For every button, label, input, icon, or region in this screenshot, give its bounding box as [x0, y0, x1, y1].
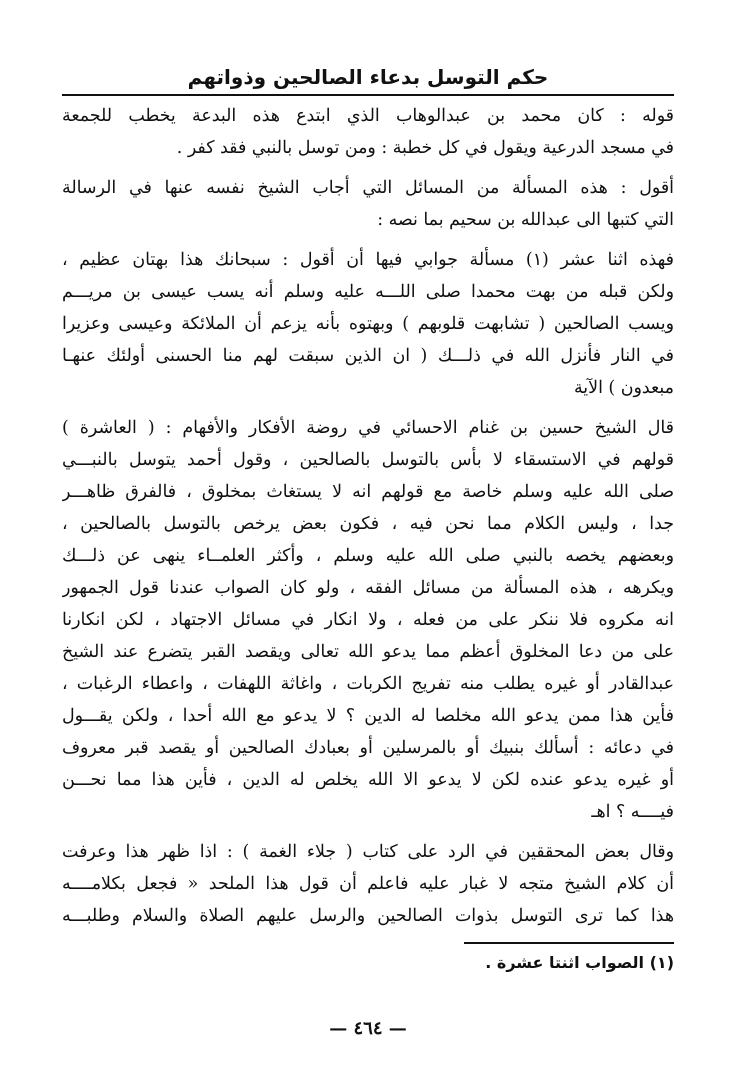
text-line: أن كلام الشيخ متجه لا غبار عليه فاعلم أن قول هذا الملحد « فجعل بكلامــــه: [62, 874, 674, 894]
text-line: قال الشيخ حسين بن غنام الاحسائي في روضة الأفكار والأفهام : ( العاشرة ): [62, 418, 674, 438]
body-text: [62, 100, 674, 932]
text-line: أقول : هذه المسألة من المسائل التي أجاب الشيخ نفسه عنها في الرسالة: [62, 178, 674, 198]
paragraph-2: [62, 172, 674, 236]
paragraph-3: [62, 244, 674, 404]
paragraph-5: [62, 836, 674, 932]
text-line: ولكن قبله من بهت محمدا صلى اللـــه عليه وسلم أنه يسب عيسى بن مريـــم: [62, 282, 674, 302]
text-line: قولهم في الاستسقاء لا بأس بالتوسل بالصالحين ، وقول أحمد يتوسل بالنبـــي: [62, 450, 674, 470]
text-line: ويكرهه ، هذه المسألة من مسائل الفقه ، ولو كان الصواب عندنا قول الجمهور: [62, 578, 674, 598]
text-line: التي كتبها الى عبدالله بن سحيم بما نصه :: [377, 210, 674, 230]
text-line: وقال بعض المحققين في الرد على كتاب ( جلاء الغمة ) : اذا ظهر هذا وعرفت: [62, 842, 674, 862]
text-line: هذا كما ترى التوسل بذوات الصالحين والرسل عليهم الصلاة والسلام وطلبـــه: [62, 906, 674, 926]
text-line: في النار فأنزل الله في ذلـــك ( ان الذين سبقت لهم منا الحسنى أولئك عنهـا: [62, 346, 674, 366]
text-line: جدا ، وليس الكلام مما نحن فيه ، فكون بعض يرخص بالتوسل بالصالحين ،: [62, 514, 674, 534]
text-line: قوله : كان محمد بن عبدالوهاب الذي ابتدع هذه البدعة يخطب للجمعة: [62, 106, 674, 126]
header-rule: [62, 94, 674, 96]
text-line: فيــــه ؟ اهـ: [591, 802, 674, 822]
text-line: انه مكروه فلا ننكر على من فعله ، ولا انكار في مسائل الاجتهاد ، لكن انكارنا: [62, 610, 674, 630]
text-line: فهذه اثنا عشر (١) مسألة جوابي فيها أن أقول : سبحانك هذا بهتان عظيم ،: [62, 250, 674, 270]
footnote-rule: [464, 942, 674, 944]
paragraph-1: [62, 100, 674, 164]
text-line: في مسجد الدرعية ويقول في كل خطبة : ومن توسل بالنبي فقد كفر .: [176, 138, 674, 158]
text-line: فأين هذا ممن يدعو الله مخلصا له الدين ؟ لا يدعو مع الله أحدا ، ولكن يقـــول: [62, 706, 674, 726]
text-line: على من دعا المخلوق أعظم مما يدعو الله تعالى ويقصد القبر يتضرع عند الشيخ: [62, 642, 674, 662]
book-page: [62, 62, 674, 1042]
page-number: — ٤٦٤ —: [329, 1018, 407, 1039]
footnote: (١) الصواب اثنتا عشرة .: [485, 953, 674, 972]
text-line: وبعضهم يخصه بالنبي صلى الله عليه وسلم ، وأكثر العلمــاء ينهى عن ذلـــك: [62, 546, 674, 566]
running-head: حكم التوسل بدعاء الصالحين وذواتهم: [187, 65, 549, 89]
text-line: مبعدون ) الآية: [573, 378, 674, 398]
text-line: أو غيره يدعو عنده لكن لا يدعو الا الله يخلص له الدين ، فأين هذا مما نحـــن: [62, 770, 674, 790]
text-line: ويسب الصالحين ( تشابهت قلوبهم ) وبهتوه بأنه يزعم أن الملائكة وعيسى وعزيرا: [62, 314, 674, 334]
paragraph-4: [62, 412, 674, 828]
text-line: صلى الله عليه وسلم خاصة مع قولهم انه لا يستغاث بمخلوق ، فالفرق ظاهـــر: [62, 482, 674, 502]
text-line: عبدالقادر أو غيره يطلب منه تفريج الكربات ، واغاثة اللهفات ، واعطاء الرغبات ،: [62, 674, 674, 694]
text-line: في دعائه : أسألك بنبيك أو بالمرسلين أو بعبادك الصالحين أو يقصد قبر معروف: [62, 738, 674, 758]
